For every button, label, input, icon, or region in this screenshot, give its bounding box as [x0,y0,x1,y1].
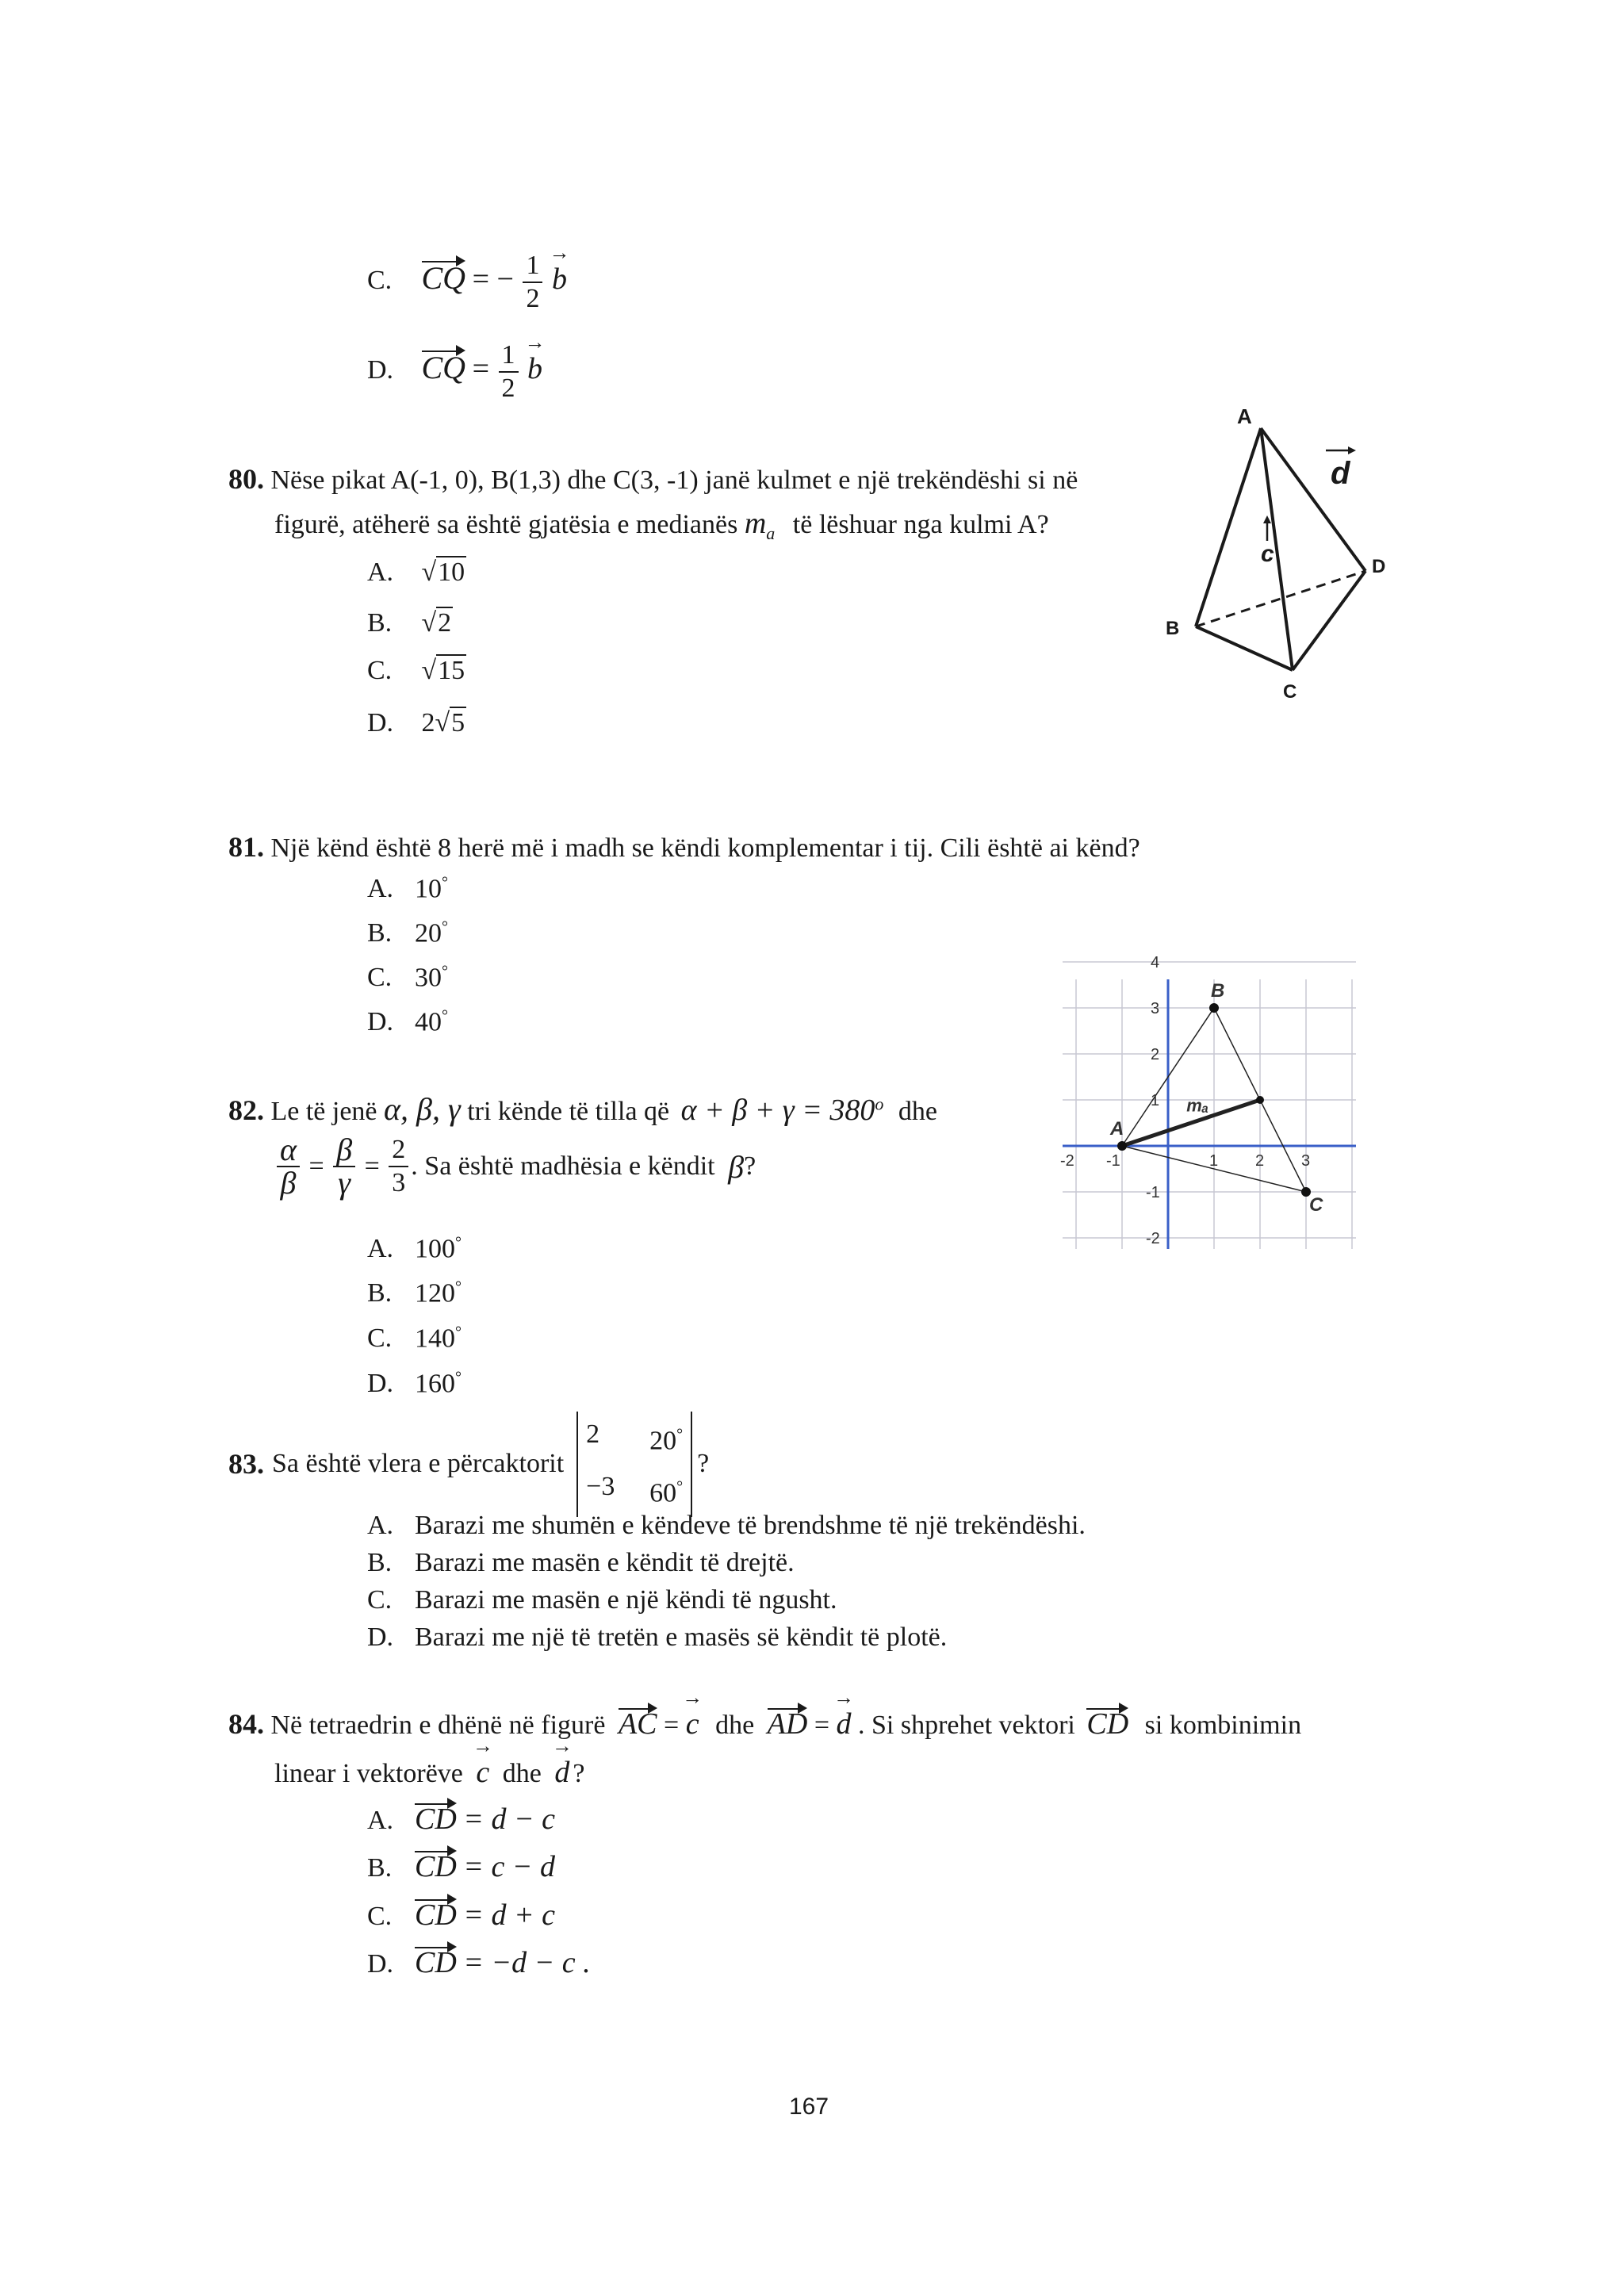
y-tick-label: 2 [1151,1046,1160,1063]
q81-option-a: A. 10° [367,874,448,904]
question-number: 83. [228,1448,264,1481]
q80-option-b: B. √2 [367,608,452,638]
question-number: 81. [228,831,264,863]
q84-option-a: A. CD = d − c [367,1803,555,1836]
q83-option-b: B. Barazi me masën e këndit të drejtë. [367,1548,795,1577]
q81-option-c: C. 30° [367,963,448,993]
q84-option-b: B. CD = c − d [367,1850,555,1883]
determinant: 2 20° −3 60° [576,1412,692,1517]
vector-d-label: d [1331,456,1350,491]
q80-line1: 80. Nëse pikat A(-1, 0), B(1,3) dhe C(3, -1) janë kulmet e një trekëndëshi si në [228,463,1078,495]
question-number: 84. [228,1708,264,1740]
fraction: $\frac{1}{2}$ [523,250,542,315]
vertex-a-label: A [1237,404,1252,428]
fraction-beta-gamma: $\frac{\beta}{\gamma}$ [333,1134,355,1199]
q83-option-a: A. Barazi me shumën e këndeve të brendshme të një trekëndëshi. [367,1511,1086,1540]
q79-option-c: C. CQ = − $\frac{1}{2}$ b → [367,250,567,315]
sqrt: √15 [421,656,465,685]
q84-option-c: C. CD = d + c [367,1898,555,1932]
edge-ab [1196,428,1261,626]
vector-c-label: c [1261,541,1274,567]
vector-d-arrowhead [1348,446,1356,454]
q81-option-d: D. 40° [367,1007,448,1037]
q83-option-d: D. Barazi me një të tretën e masës së këndit të plotë. [367,1622,948,1652]
fraction-two-thirds: $\frac{2}{3}$ [389,1134,408,1199]
sqrt: √2 [421,608,452,638]
point-a-label: A [1110,1118,1124,1140]
q84-option-d: D. CD = −d − c . [367,1946,591,1979]
vector-c-arrowhead [1263,515,1271,523]
q80-option-a: A. √10 [367,557,465,587]
fraction-alpha-beta: $\frac{\alpha}{\beta}$ [277,1134,300,1199]
vertex-d-label: D [1372,556,1386,577]
q79-option-d: D. CQ = $\frac{1}{2}$ b → [367,339,542,404]
question-number: 82. [228,1094,264,1126]
q82-option-b: B. 120° [367,1278,462,1308]
tetrahedron-figure [1158,404,1419,722]
q83-question: 83. Sa është vlera e përcaktorit 2 20° −3 60° ? [228,1412,709,1517]
edge-cd [1293,571,1365,670]
q82-option-a: A. 100° [367,1234,462,1264]
y-tick-label: 4 [1151,954,1160,971]
y-tick-label: -1 [1146,1184,1160,1201]
sqrt: √10 [421,557,465,587]
y-tick-label: -2 [1146,1230,1160,1247]
q82-line2: $\frac{\alpha}{\beta}$ = $\frac{\beta}{\gamma}$ = $\frac{2}{3}$ . Sa është madhësia e këndit β? [274,1134,756,1199]
y-tick-label: 3 [1151,1000,1160,1017]
point-b [1209,1003,1219,1013]
q84-line2: linear i vektorëve c → dhe d → ? [274,1755,584,1790]
q80-line2: figurë, atëherë sa është gjatësia e medianës $m_a$ të lëshuar nga kulmi A? [274,507,1049,543]
fraction: $\frac{1}{2}$ [499,339,519,404]
point-c-label: C [1309,1194,1323,1216]
x-tick-label: 3 [1301,1152,1311,1170]
q80-option-c: C. √15 [367,656,465,685]
point-a [1117,1141,1127,1151]
x-tick-label: -1 [1106,1152,1120,1170]
question-number: 80. [228,463,264,495]
q82-line1: 82. Le të jenë α, β, γ tri kënde të tilla që $\alpha + \beta + \gamma = 380^o$ dhe [228,1091,937,1127]
edge-bc [1196,626,1293,670]
sqrt: √5 [435,708,465,737]
coordinate-grid-figure [1060,954,1356,1257]
point-m [1256,1096,1264,1104]
x-tick-label: -2 [1060,1152,1074,1170]
x-tick-label: 1 [1209,1152,1219,1170]
q80-option-d: D. 2√5 [367,708,465,737]
q82-option-d: D. 160° [367,1369,462,1399]
x-tick-label: 2 [1255,1152,1265,1170]
q82-option-c: C. 140° [367,1324,462,1354]
y-tick-label: 1 [1151,1092,1160,1109]
vertex-c-label: C [1283,681,1297,703]
q81-text: 81. Një kënd është 8 herë më i madh se këndi komplementar i tij. Cili është ai kënd? [228,831,1140,863]
vertex-b-label: B [1166,618,1180,639]
median-label: mₐ [1186,1095,1209,1116]
q83-option-c: C. Barazi me masën e një këndi të ngusht. [367,1585,837,1615]
page-number: 167 [789,2094,829,2120]
q84-line1: 84. Në tetraedrin e dhënë në figurë AC = c → dhe AD = d → . Si shprehet vektori CD si kombinimin [228,1707,1301,1741]
point-b-label: B [1211,980,1225,1002]
q81-option-b: B. 20° [367,918,448,948]
